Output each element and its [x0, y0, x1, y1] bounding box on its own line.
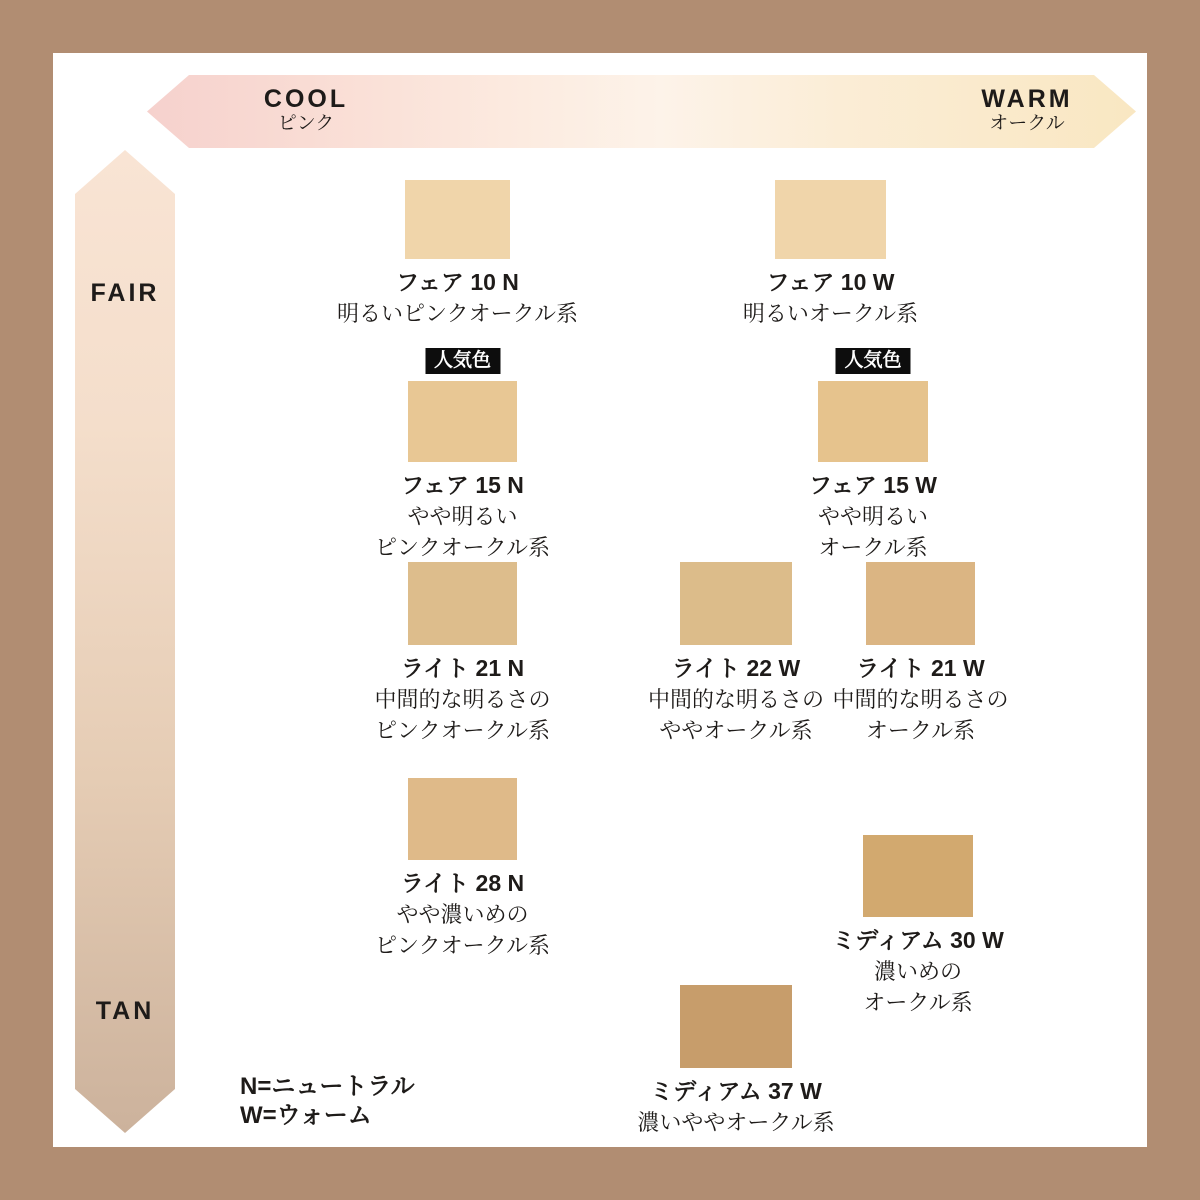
shade-label	[293, 868, 633, 961]
shade-name: ライト 22 W	[671, 655, 801, 681]
shade-name: フェア 15 N	[401, 472, 524, 498]
shade-name: ライト 21 N	[400, 655, 525, 681]
shade-swatch	[866, 562, 975, 645]
shade-desc: やや明るい	[817, 504, 928, 529]
shade-fair-10-n	[337, 180, 578, 326]
shade-swatch	[408, 562, 517, 645]
shade-desc: 濃いややオークル系	[637, 1110, 835, 1135]
shade-label	[703, 470, 1043, 563]
cool-label: COOL	[263, 85, 349, 113]
legend-warm: W=ウォーム	[240, 1102, 372, 1129]
shade-medium-37-w	[637, 985, 835, 1135]
tan-label: TAN	[95, 997, 155, 1025]
cool-axis-label	[264, 86, 348, 134]
warm-sublabel: オークル	[989, 113, 1065, 134]
shade-swatch	[408, 778, 517, 860]
shade-name: ライト 28 N	[400, 870, 525, 896]
shade-label	[751, 653, 1091, 746]
shade-swatch	[680, 985, 792, 1068]
shade-light-28-n	[375, 778, 550, 958]
shade-light-22-w	[647, 562, 824, 743]
shade-medium-30-w	[832, 835, 1004, 1015]
shade-swatch	[818, 381, 928, 462]
shade-desc: ピンクオークル系	[375, 933, 550, 958]
shade-light-21-w	[832, 562, 1009, 743]
shade-swatch	[680, 562, 792, 645]
shade-fair-10-w	[742, 180, 919, 326]
shade-label	[748, 925, 1088, 1018]
shade-name: ミディアム 37 W	[650, 1078, 822, 1104]
shade-fair-15-w	[809, 350, 937, 560]
popular-badge: 人気色	[835, 348, 910, 374]
shade-name: ライト 21 W	[856, 655, 985, 681]
shade-desc: オークル系	[863, 990, 973, 1015]
shade-desc: ややオークル系	[659, 718, 813, 743]
shade-fair-15-n	[375, 350, 550, 560]
shade-swatch	[408, 381, 517, 462]
cool-sublabel: ピンク	[277, 113, 335, 134]
shade-name: フェア 15 W	[809, 472, 937, 498]
shade-desc: 中間的な明るさの	[647, 687, 824, 712]
shade-desc: ピンクオークル系	[375, 535, 550, 560]
shade-label	[661, 267, 1001, 329]
shade-desc: 中間的な明るさの	[374, 687, 551, 712]
warm-label: WARM	[981, 85, 1073, 113]
shade-desc: やや明るい	[407, 504, 518, 529]
shade-swatch	[863, 835, 973, 917]
shade-code-legend	[240, 1072, 415, 1130]
shade-desc: オークル系	[865, 718, 976, 743]
shade-desc: 明るいピンクオークル系	[337, 301, 578, 326]
shade-label	[293, 470, 633, 563]
shade-desc: 明るいオークル系	[742, 301, 919, 326]
fair-label: FAIR	[90, 279, 160, 307]
shade-label	[566, 1076, 906, 1138]
shade-label	[288, 267, 628, 329]
shade-name: ミディアム 30 W	[832, 927, 1004, 953]
shade-desc: オークル系	[818, 535, 928, 560]
shade-desc: やや濃いめの	[396, 902, 529, 927]
shade-name: フェア 10 N	[396, 269, 519, 295]
shade-swatch	[405, 180, 510, 259]
warm-axis-label	[981, 86, 1072, 134]
shade-swatch	[775, 180, 886, 259]
popular-badge: 人気色	[425, 348, 500, 374]
shade-light-21-n	[374, 562, 551, 743]
shade-desc: 濃いめの	[873, 959, 962, 984]
legend-neutral: N=ニュートラル	[240, 1073, 415, 1100]
shade-desc: ピンクオークル系	[375, 718, 550, 743]
shade-desc: 中間的な明るさの	[832, 687, 1009, 712]
shade-name: フェア 10 W	[766, 269, 895, 295]
